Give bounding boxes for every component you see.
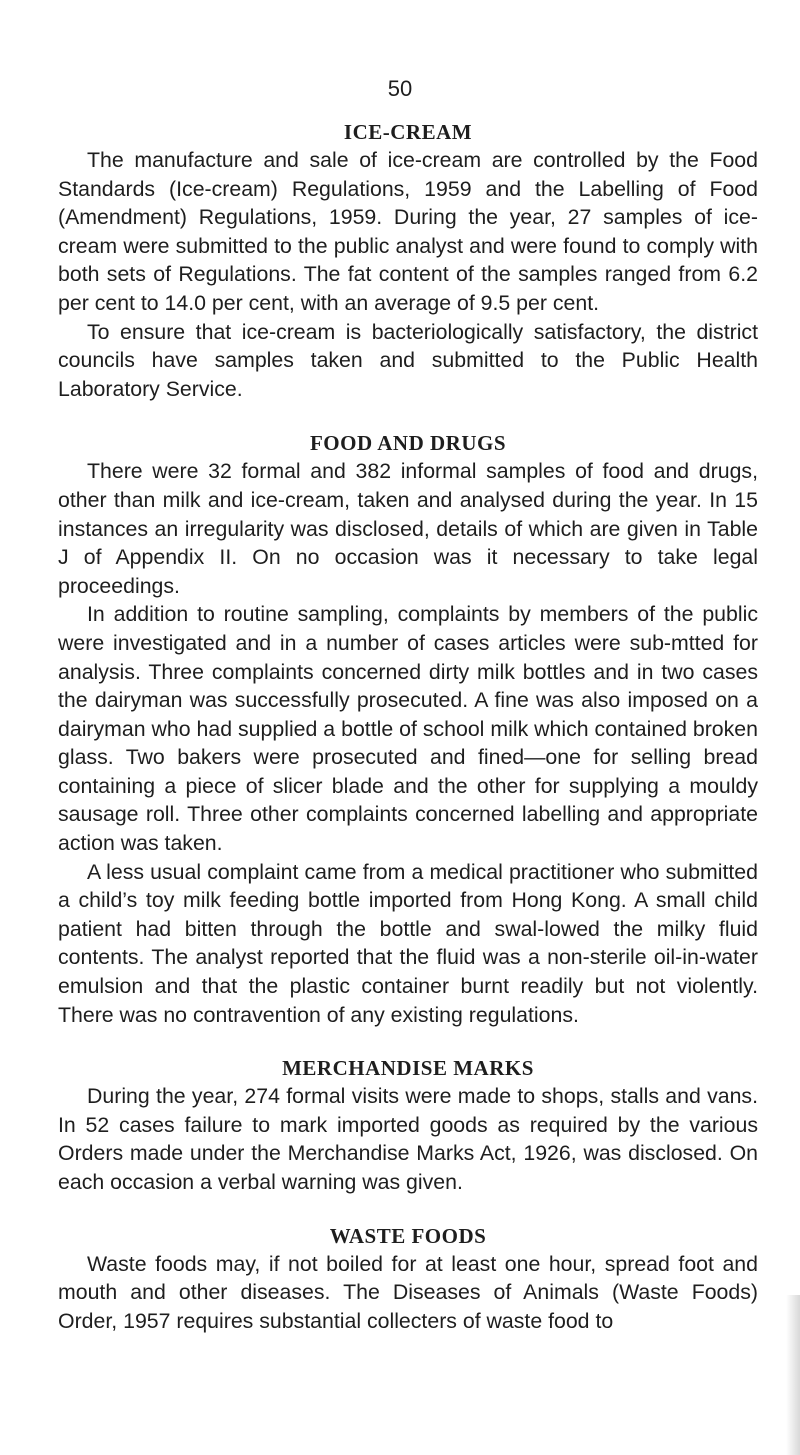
paragraph-food-and-drugs-2: In addition to routine sampling, complaints by members of the public were investigated and in a number of cases articles were sub-mtted for analysis. Three complaints concerned dirty milk bottles and in two cases the dairyman was successfully prosecuted. A fine was also imposed on a dairyman who had supplied a bottle of school milk which contained broken glass. Two bakers were prosecuted and fined—one for selling bread containing a piece of slicer blade and the other for supplying a mouldy sausage roll. Three other complaints concerned labelling and appropriate action was taken. bbox=[58, 602, 758, 856]
page-edge-shadow bbox=[786, 1295, 800, 1455]
section-heading-food-and-drugs: FOOD AND DRUGS bbox=[309, 431, 506, 456]
paragraph-waste-foods-1: Waste foods may, if not boiled for at least one hour, spread foot and mouth and other diseases. The Diseases of Animals (Waste Foods) Order, 1957 requires substantial collecters of waste food to bbox=[58, 1251, 758, 1333]
document-page bbox=[58, 78, 758, 1335]
paragraph-ice-cream-2: To ensure that ice-cream is bacteriologically satisfactory, the district councils have samples taken and submitted to the Public Health Laboratory Service. bbox=[58, 319, 758, 401]
page-number: 50 bbox=[387, 76, 413, 101]
section-heading-merchandise-marks: MERCHANDISE MARKS bbox=[282, 1056, 534, 1081]
paragraph-food-and-drugs-1: There were 32 formal and 382 informal samples of food and drugs, other than milk and ice-cream, taken and analysed during the year. In 15 instances an irregularity was disclosed, details of which are given in Table J of Appendix II. On no occasion was it necessary to take legal proceedings. bbox=[58, 459, 758, 598]
paragraph-food-and-drugs-3: A less usual complaint came from a medical practitioner who submitted a child’s toy milk feeding bottle imported from Hong Kong. A small child patient had bitten through the bottle and swal-lowed the milky fluid contents. The analyst reported that the fluid was a non-sterile oil-in-water emulsion and that the plastic container burnt readily but not violently. There was no contravention of any existing regulations. bbox=[58, 859, 758, 1027]
paragraph-ice-cream-1: The manufacture and sale of ice-cream are controlled by the Food Standards (Ice-cream) Regulations, 1959 and the Labelling of Food (Amendment) Regulations, 1959. During the year, 27 samples of ice-cream were submitted to the public analyst and were found to comply with both sets of Regulations. The fat content of the samples ranged from 6.2 per cent to 14.0 per cent, with an average of 9.5 per cent. bbox=[58, 148, 758, 315]
section-heading-waste-foods: WASTE FOODS bbox=[329, 1223, 487, 1248]
section-heading-ice-cream: ICE-CREAM bbox=[343, 120, 473, 144]
paragraph-merchandise-marks-1: During the year, 274 formal visits were made to shops, stalls and vans. In 52 cases failure to mark imported goods as required by the various Orders made under the Merchandise Marks Act, 1926, was disclosed. On each occasion a verbal warning was given. bbox=[58, 1084, 758, 1194]
